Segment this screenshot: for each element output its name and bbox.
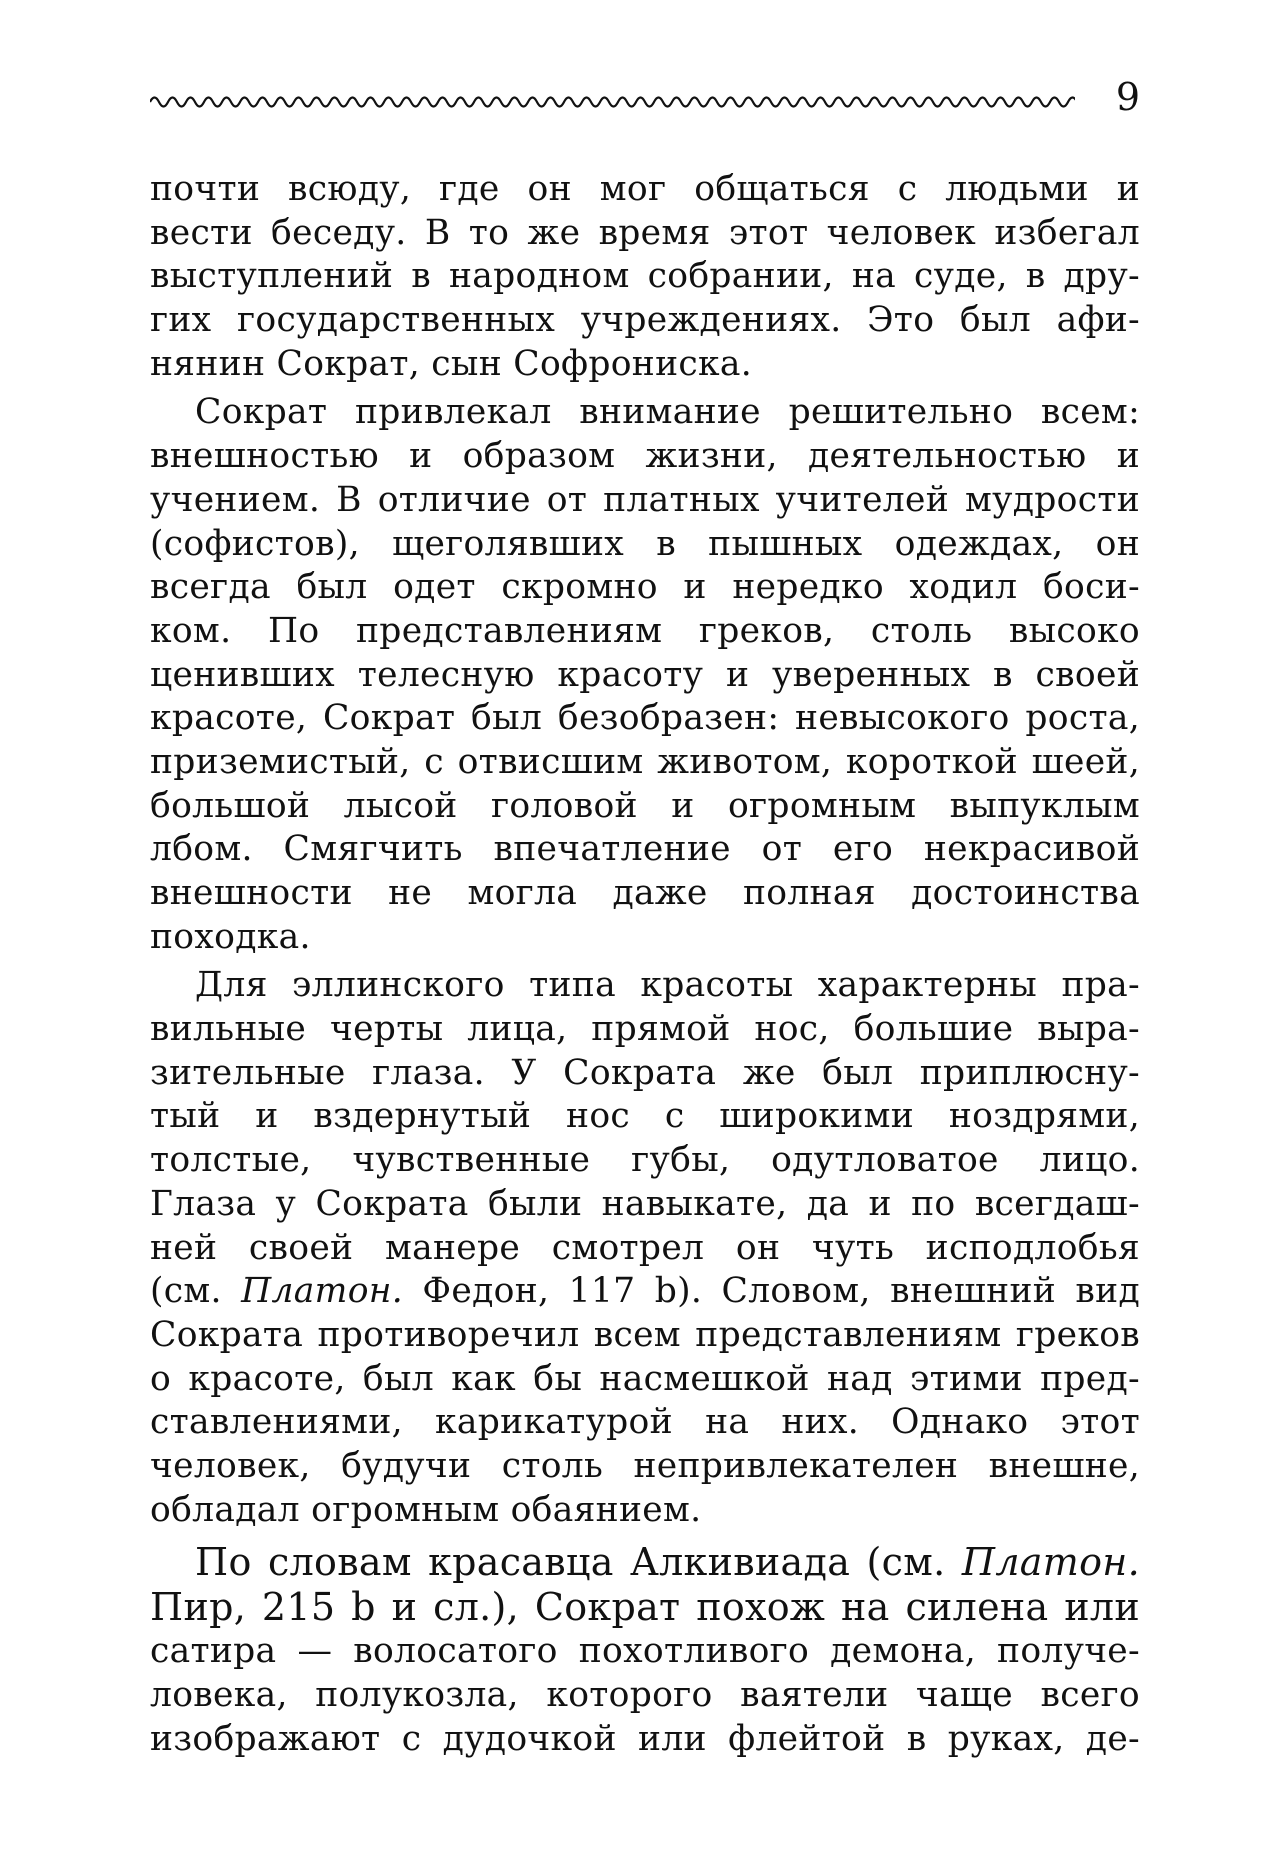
text-line: толстые, чувственные губы, одутловатое лицо. xyxy=(150,1140,1140,1181)
text-line: гих государственных учреждениях. Это был афи- xyxy=(150,300,1140,341)
text-line: нянин Сократ, сын Софрониска. xyxy=(150,343,752,384)
text-line: ней своей манере смотрел он чуть исподлобья xyxy=(150,1227,1140,1268)
text-line: зительные глаза. У Сократа же был приплюсну- xyxy=(150,1052,1140,1093)
text-line: человек, будучи столь непривлекателен внешне, xyxy=(150,1445,1140,1486)
wavy-rule-ornament xyxy=(150,92,1075,112)
text-line: Пир, 215 b и сл.), Сократ похож на силена или xyxy=(150,1585,1140,1630)
text-line: красоте, Сократ был безобразен: невысокого роста, xyxy=(150,698,1140,739)
text-line: Сократ привлекал внимание решительно всем: xyxy=(195,392,1140,433)
text-line: большой лысой головой и огромным выпуклым xyxy=(150,785,1140,826)
text-line: о красоте, был как бы насмешкой над этими пред- xyxy=(150,1358,1140,1399)
text-line: лбом. Смягчить впечатление от его некрасивой xyxy=(150,829,1140,870)
text-line: (софистов), щеголявших в пышных одеждах, он xyxy=(150,523,1140,564)
running-header xyxy=(150,75,1140,128)
text-line: ловека, полукозла, которого ваятели чаще всего xyxy=(150,1675,1140,1715)
text-line: Для эллинского типа красоты характерны пра- xyxy=(195,965,1140,1006)
text-line: ставлениями, карикатурой на них. Однако этот xyxy=(150,1402,1140,1443)
text-line: обладал огромным обаянием. xyxy=(150,1489,702,1530)
page-number: 9 xyxy=(1115,75,1140,119)
text-line: тый и вздернутый нос с широкими ноздрями, xyxy=(150,1096,1140,1137)
text-line: ком. По представлениям греков, столь высоко xyxy=(150,610,1140,651)
text-line: внешностью и образом жизни, деятельностью и xyxy=(150,436,1140,477)
text-line italic-ref: По словам красавца Алкивиада (см. Платон. xyxy=(195,1540,1140,1585)
text-line: Сократа противоречил всем представлениям греков xyxy=(150,1314,1140,1355)
text-line: внешности не могла даже полная достоинства xyxy=(150,873,1140,913)
italic-author: Платон. xyxy=(241,1271,404,1312)
text-line: выступлений в народном собрании, на суде, в дру- xyxy=(150,256,1140,297)
text-line: ценивших телесную красоту и уверенных в своей xyxy=(150,654,1140,695)
text-line: всегда был одет скромно и нередко ходил боси- xyxy=(150,567,1140,608)
text-line: учением. В отличие от платных учителей мудрости xyxy=(150,479,1140,520)
text-line: сатира — волосатого похотливого демона, получе- xyxy=(150,1631,1140,1672)
text-line: приземистый, с отвисшим животом, короткой шеей, xyxy=(150,741,1140,782)
text-line: походка. xyxy=(150,916,311,957)
italic-author: Платон. xyxy=(961,1540,1140,1585)
text-line: вильные черты лица, прямой нос, большие выра- xyxy=(150,1009,1140,1050)
text-line italic-ref: (см. Платон. Федон, 117 b). Словом, внешний вид xyxy=(150,1271,1140,1312)
text-line: почти всюду, где он мог общаться с людьми и xyxy=(150,169,1140,209)
text-line: изображают с дудочкой или флейтой в руках, де- xyxy=(150,1718,1140,1759)
text-line: вести беседу. В то же время этот человек избегал xyxy=(150,212,1140,253)
body-text xyxy=(150,168,1140,1761)
text-line: Глаза у Сократа были навыкате, да и по всегдаш- xyxy=(150,1183,1140,1224)
